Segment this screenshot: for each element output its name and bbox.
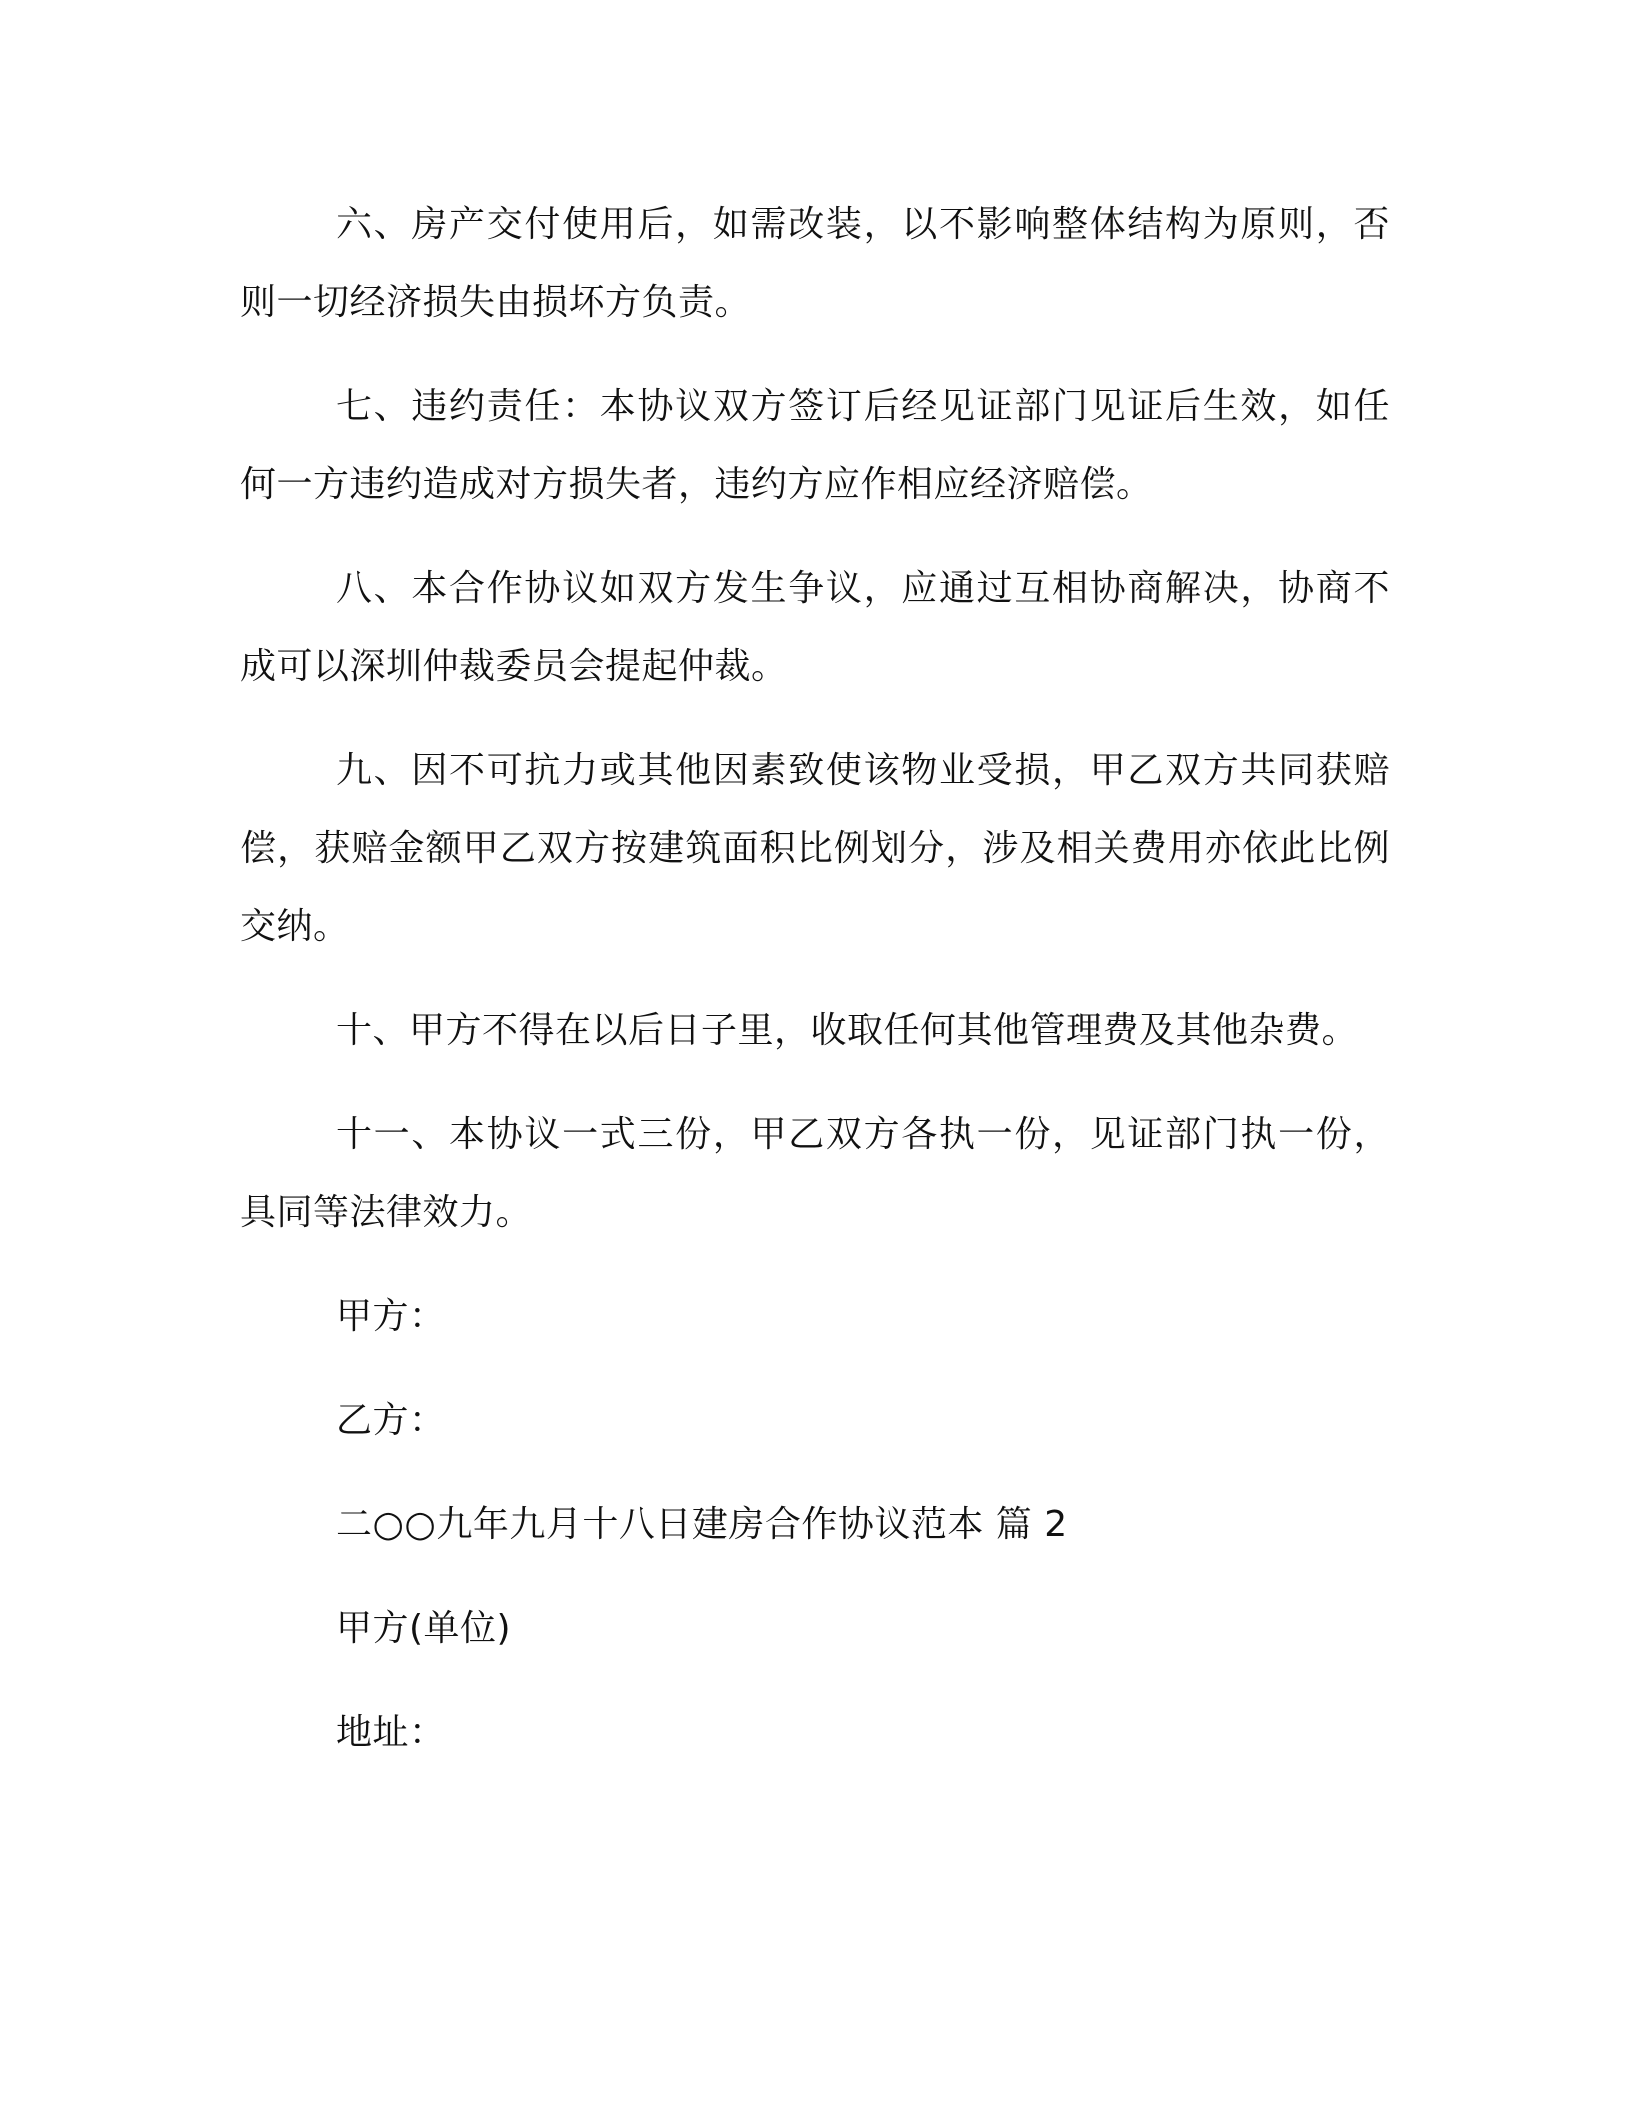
clause-11: 十一、本协议一式三份，甲乙双方各执一份，见证部门执一份，具同等法律效力。	[240, 1114, 1390, 1233]
document-body	[240, 186, 1390, 1772]
clause-10: 十、甲方不得在以后日子里，收取任何其他管理费及其他杂费。	[336, 1010, 1359, 1051]
party-a-signature-label: 甲方：	[336, 1296, 446, 1337]
party-b-signature-label: 乙方：	[336, 1400, 446, 1441]
party-a-unit-label: 甲方(单位)	[336, 1608, 512, 1649]
date-and-section-title: 二○○九年九月十八日建房合作协议范本 篇 2	[336, 1504, 1068, 1545]
address-label: 地址：	[336, 1712, 446, 1753]
clause-7: 七、违约责任：本协议双方签订后经见证部门见证后生效，如任何一方违约造成对方损失者，违约方应作相应经济赔偿。	[240, 386, 1390, 505]
clause-8: 八、本合作协议如双方发生争议，应通过互相协商解决，协商不成可以深圳仲裁委员会提起仲裁。	[240, 568, 1390, 687]
clause-9: 九、因不可抗力或其他因素致使该物业受损，甲乙双方共同获赔偿，获赔金额甲乙双方按建筑面积比例划分，涉及相关费用亦依此比例交纳。	[240, 750, 1390, 947]
clause-6: 六、房产交付使用后，如需改装，以不影响整体结构为原则，否则一切经济损失由损坏方负责。	[240, 204, 1390, 323]
